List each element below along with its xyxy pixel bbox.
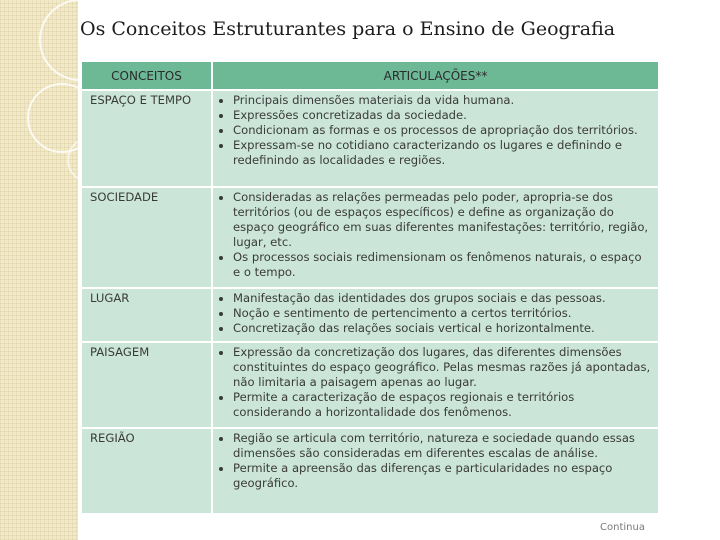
articulations-cell <box>212 428 659 514</box>
list-item: • Expressam-se no cotidiano caracterizando os lugares e definindo e redefinindo as localidades e regiões. <box>233 138 652 168</box>
articulations-cell <box>212 288 659 342</box>
list-item: • Expressão da concretização dos lugares, das diferentes dimensões constituintes do espaço geográfico. Pelas mesmas razões já apontadas, não limitaria a paisagem apenas ao lugar. <box>233 345 652 390</box>
list-item: • Região se articula com território, natureza e sociedade quando essas dimensões são consideradas em diferentes escalas de análise. <box>233 431 652 461</box>
list-item: • Permite a apreensão das diferenças e particularidades no espaço geográfico. <box>233 461 652 491</box>
continued-note: Continua <box>600 522 645 533</box>
list-item: • Manifestação das identidades dos grupos sociais e das pessoas. <box>233 291 652 306</box>
articulations-cell <box>212 90 659 187</box>
concept-cell: ESPAÇO E TEMPO <box>81 90 212 187</box>
concept-cell: SOCIEDADE <box>81 187 212 288</box>
table-row <box>81 187 659 288</box>
list-item: • Principais dimensões materiais da vida humana. <box>233 93 652 108</box>
header-conceitos: CONCEITOS <box>81 61 212 90</box>
list-item: • Os processos sociais redimensionam os fenômenos naturais, o espaço e o tempo. <box>233 250 652 280</box>
concepts-table-image <box>80 60 658 516</box>
list-item: • Permite a caracterização de espaços regionais e territórios considerando a horizontalidade dos fenômenos. <box>233 390 652 420</box>
table-header-row <box>81 61 659 90</box>
header-articulacoes: ARTICULAÇÕES** <box>212 61 659 90</box>
articulations-cell <box>212 342 659 428</box>
concept-cell: LUGAR <box>81 288 212 342</box>
list-item: • Expressões concretizadas da sociedade. <box>233 108 652 123</box>
slide-title: Os Conceitos Estruturantes para o Ensino de Geografia <box>80 18 616 40</box>
table-row <box>81 342 659 428</box>
list-item: • Condicionam as formas e os processos de apropriação dos territórios. <box>233 123 652 138</box>
list-item: • Consideradas as relações permeadas pelo poder, apropria-se dos territórios (ou de espaços específicos) e define as organização do espaço geográfico em suas diferentes manifestações: território, região, lugar, etc. <box>233 190 652 250</box>
table-row <box>81 428 659 514</box>
list-item: • Noção e sentimento de pertencimento a certos territórios. <box>233 306 652 321</box>
list-item: • Concretização das relações sociais vertical e horizontalmente. <box>233 321 652 336</box>
concept-cell: PAISAGEM <box>81 342 212 428</box>
table-row <box>81 90 659 187</box>
articulations-cell <box>212 187 659 288</box>
concepts-table <box>80 60 660 515</box>
table-row <box>81 288 659 342</box>
concept-cell: REGIÃO <box>81 428 212 514</box>
